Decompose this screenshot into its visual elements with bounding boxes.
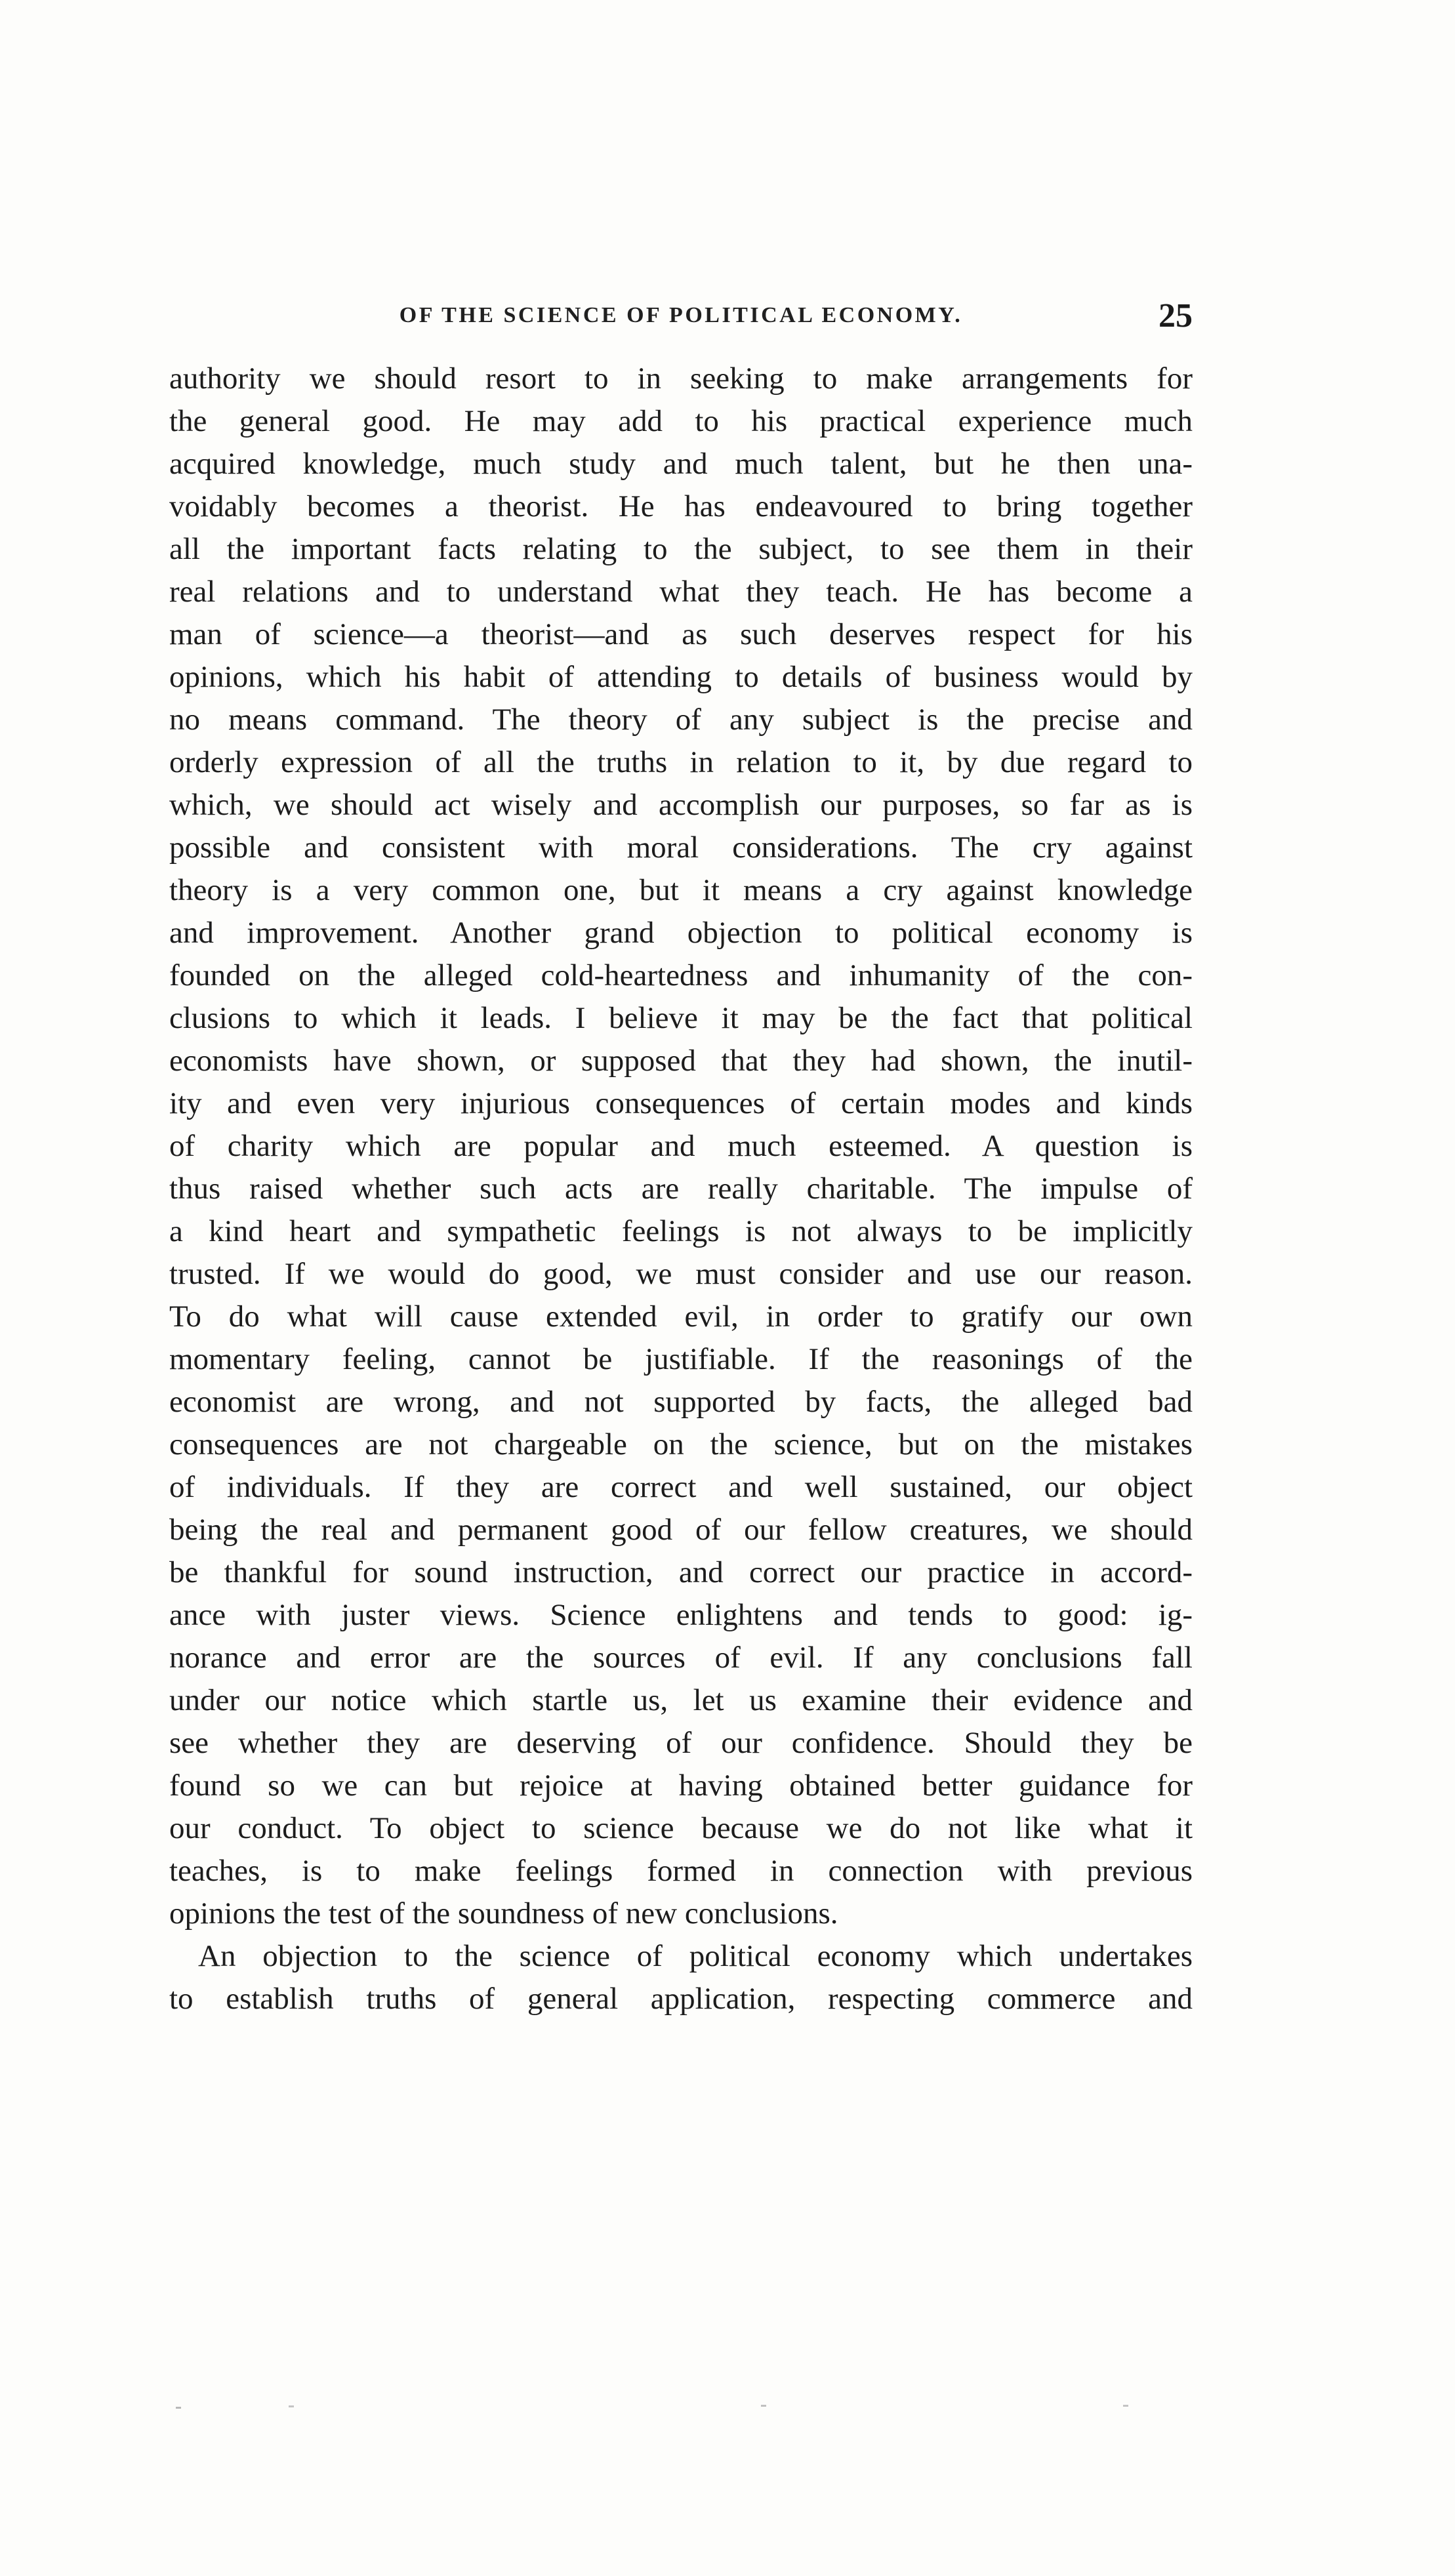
scan-dot (289, 2405, 294, 2407)
text-line: trusted. If we would do good, we must consider and use our reason. (169, 1257, 1193, 1291)
paragraph-2 (169, 1935, 1193, 2020)
text-line: To do what will cause extended evil, in order to gratify our own (169, 1299, 1193, 1334)
text-line: opinions, which his habit of attending to details of business would by (169, 660, 1193, 694)
text-line: to establish truths of general application, respecting commerce and (169, 1982, 1193, 2016)
text-line: the general good. He may add to his practical experience much (169, 404, 1193, 438)
text-line: all the important facts relating to the subject, to see them in their (169, 532, 1193, 566)
running-title: OF THE SCIENCE OF POLITICAL ECONOMY. (399, 303, 963, 327)
text-line: under our notice which startle us, let us examine their evidence and (169, 1683, 1193, 1717)
text-line: our conduct. To object to science because we do not like what it (169, 1811, 1193, 1845)
text-line: voidably becomes a theorist. He has endeavoured to bring together (169, 489, 1193, 523)
text-line: be thankful for sound instruction, and correct our practice in accord- (169, 1555, 1193, 1589)
text-line: being the real and permanent good of our fellow creatures, we should (169, 1513, 1193, 1547)
text-line: teaches, is to make feelings formed in connection with previous (169, 1854, 1193, 1888)
text-line: authority we should resort to in seeking to make arrangements for (169, 361, 1193, 396)
text-line: see whether they are deserving of our confidence. Should they be (169, 1726, 1193, 1760)
body-text (169, 358, 1193, 2020)
text-line: which, we should act wisely and accomplish our purposes, so far as is (169, 788, 1193, 822)
scan-dot (761, 2405, 766, 2407)
text-line: momentary feeling, cannot be justifiable. If the reasonings of the (169, 1342, 1193, 1376)
text-line: thus raised whether such acts are really charitable. The impulse of (169, 1172, 1193, 1206)
text-line: norance and error are the sources of evil. If any conclusions fall (169, 1641, 1193, 1675)
text-line: found so we can but rejoice at having obtained better guidance for (169, 1768, 1193, 1803)
paragraph-1 (169, 358, 1193, 1935)
text-line: founded on the alleged cold-heartedness and inhumanity of the con- (169, 958, 1193, 992)
text-line: and improvement. Another grand objection to political economy is (169, 916, 1193, 950)
page-number: 25 (1158, 297, 1193, 335)
text-line: economist are wrong, and not supported by facts, the alleged bad (169, 1385, 1193, 1419)
scan-dot (1123, 2405, 1128, 2407)
text-line: a kind heart and sympathetic feelings is not always to be implicitly (169, 1214, 1193, 1248)
text-line: An objection to the science of political economy which undertakes (198, 1939, 1193, 1973)
text-line: possible and consistent with moral considerations. The cry against (169, 830, 1193, 865)
text-line: clusions to which it leads. I believe it may be the fact that political (169, 1001, 1193, 1035)
text-line: orderly expression of all the truths in relation to it, by due regard to (169, 745, 1193, 779)
text-line: real relations and to understand what they teach. He has become a (169, 575, 1193, 609)
text-line: ance with juster views. Science enlightens and tends to good: ig- (169, 1598, 1193, 1632)
text-line: ity and even very injurious consequences of certain modes and kinds (169, 1086, 1193, 1120)
text-line: man of science—a theorist—and as such deserves respect for his (169, 617, 1193, 651)
text-line: acquired knowledge, much study and much talent, but he then una- (169, 447, 1193, 481)
text-line: no means command. The theory of any subject is the precise and (169, 703, 1193, 737)
text-line: consequences are not chargeable on the science, but on the mistakes (169, 1427, 1193, 1462)
text-line: opinions the test of the soundness of new conclusions. (169, 1896, 838, 1931)
text-line: economists have shown, or supposed that they had shown, the inutil- (169, 1044, 1193, 1078)
text-line: theory is a very common one, but it means a cry against knowledge (169, 873, 1193, 907)
text-line: of individuals. If they are correct and well sustained, our object (169, 1470, 1193, 1504)
running-head (169, 296, 1193, 342)
scan-dot (176, 2407, 181, 2409)
text-line: of charity which are popular and much esteemed. A question is (169, 1129, 1193, 1163)
